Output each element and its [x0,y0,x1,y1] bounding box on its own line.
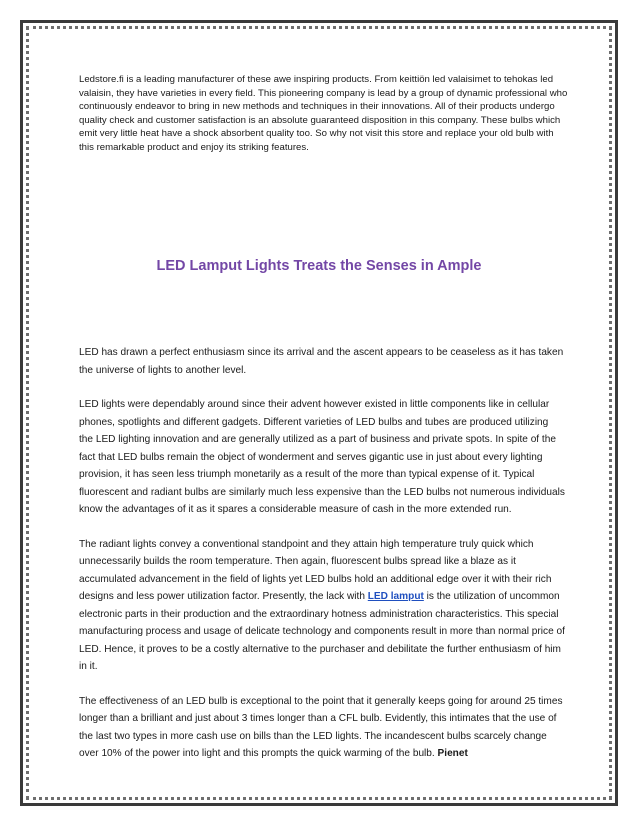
led-lamput-link[interactable]: LED lamput [367,591,424,602]
intro-paragraph: Ledstore.fi is a leading manufacturer of these awe inspiring products. From keittiön led valaisimet to tehokas led valaisin, they have varieties in every field. This pioneering company is lead by a group of dynamic professional who continuously endeavor to bring in new methods and techniques in their innovations. All of their products undergo quality check and customer satisfaction is an absolute guaranteed disposition in this company. These bulbs which emit very little heat have a shock absorbent quality too. So why not visit this store and replace your old bulb with this remarkable product and enjoy its striking features. [79,74,568,153]
article-heading: LED Lamput Lights Treats the Senses in Ample [156,258,482,274]
paragraph-3 [79,536,565,676]
paragraph-3-text-before: The radiant lights convey a conventional standpoint and they attain high temperature truly quick which unnecessarily builds the room temperature. Then again, fluorescent bulbs spread like a blaze as it accumulated advancement in the field of lights yet LED bulbs hold an additional edge over it with their rich designs and less power utilization factor. Presently, the lack with [79,538,552,602]
paragraph-4-text: The effectiveness of an LED bulb is exceptional to the point that it generally keeps going for around 25 times longer than a brilliant and just about 3 times longer than a CFL bulb. Evidently, this intimates that the use of the last two types in more cash use on bills than the LED lights. The incandescent bulbs scarcely change over 10% of the power into light and this prompts the quick warming of the bulb. [79,695,563,759]
paragraph-3-text-after: is the utilization of uncommon electronic parts in their production and the extraordinary hotness administration characteristics. This special manufacturing process and usage of delicate technology and components result in more than normal price of LED. Hence, it proves to be a costly alternative to the purchaser and debilitate the further enthusiasm of him in it. [79,591,565,672]
paragraph-4-trailing-word: Pienet [437,748,468,759]
paragraph-4 [79,693,565,763]
paragraph-1: LED has drawn a perfect enthusiasm since its arrival and the ascent appears to be ceaseless as it has taken the universe of lights to another level. [79,347,564,376]
article-body [79,344,565,780]
paragraph-2: LED lights were dependably around since their advent however existed in little components like in cellular phones, spotlights and different gadgets. Different varieties of LED bulbs and tubes are produced utilizing the LED lighting innovation and are generally utilized as a part of business and private spots. In spite of the fact that LED bulbs remain the object of wonderment and serves gigantic use in just about every lighting provision, it has seen less triumph monetarily as a result of the more than typical expense of it. Typical fluorescent and radiant bulbs are similarly much less expensive than the LED bulbs not numerous individuals know the advantages of it as it spares a considerable measure of cash in the more extended run. [79,399,565,515]
